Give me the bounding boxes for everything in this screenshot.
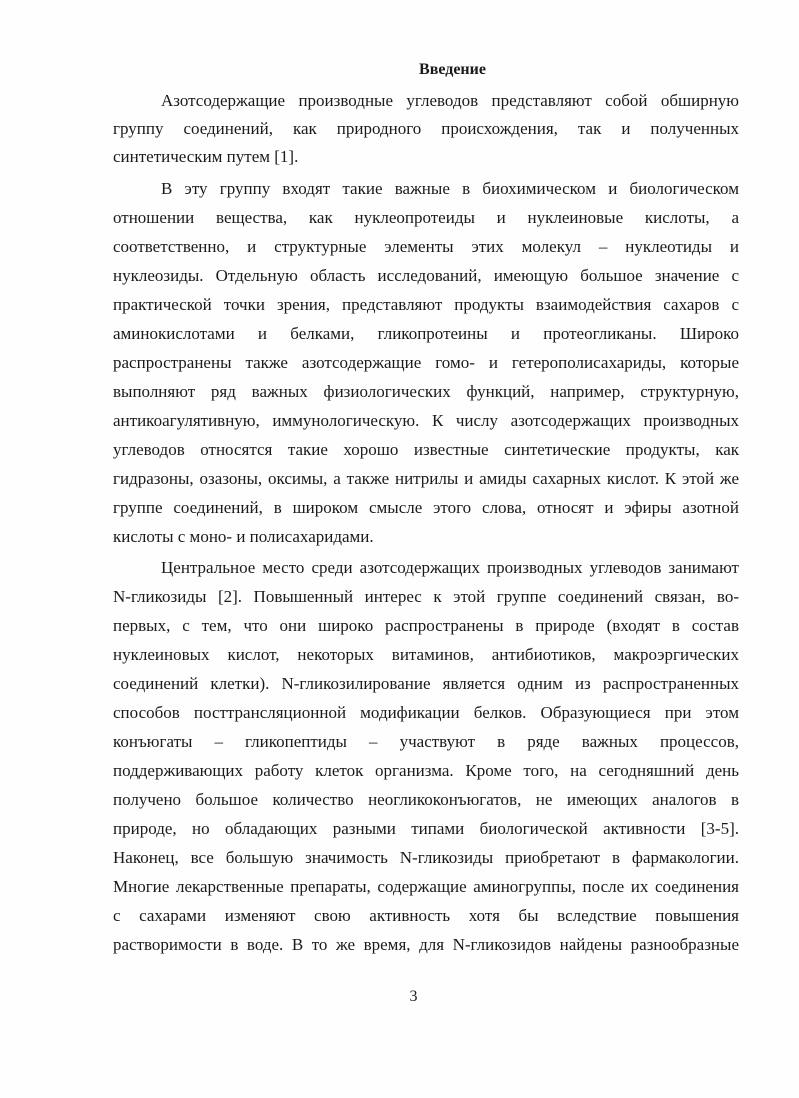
text-line: синтетическим путем [1]. xyxy=(113,147,299,166)
text-line: Наконец, все большую значимость N-гликозиды приобретают в фармакологии. xyxy=(113,848,739,867)
text-line: углеводов относятся такие хорошо известные синтетические продукты, как xyxy=(113,440,739,459)
text-line: распространены также азотсодержащие гомо- и гетерополисахариды, которые xyxy=(113,353,739,372)
text-line: отношении вещества, как нуклеопротеиды и нуклеиновые кислоты, а xyxy=(113,208,739,227)
section-heading: Введение xyxy=(419,61,486,78)
text-line: аминокислотами и белками, гликопротеины и протеогликаны. Широко xyxy=(113,324,739,343)
page-number: 3 xyxy=(409,988,418,1005)
text-line: группе соединений, в широком смысле этого слова, относят и эфиры азотной xyxy=(113,498,739,517)
text-line: Центральное место среди азотсодержащих производных углеводов занимают xyxy=(161,558,739,577)
text-line: выполняют ряд важных физиологических функций, например, структурную, xyxy=(113,382,739,401)
text-line: В эту группу входят такие важные в биохимическом и биологическом xyxy=(161,179,739,198)
text-line: антикоагулятивную, иммунологическую. К числу азотсодержащих производных xyxy=(113,411,739,430)
text-line: природе, но обладающих разными типами биологической активности [3-5]. xyxy=(113,819,739,838)
text-line: поддерживающих работу клеток организма. Кроме того, на сегодняшний день xyxy=(113,761,739,780)
text-line: Многие лекарственные препараты, содержащие аминогруппы, после их соединения xyxy=(113,877,739,896)
text-line: практической точки зрения, представляют продукты взаимодействия сахаров с xyxy=(113,295,739,314)
text-line: нуклеозиды. Отдельную область исследований, имеющую большое значение с xyxy=(113,266,739,285)
text-line: кислоты с моно- и полисахаридами. xyxy=(113,527,374,546)
text-line: растворимости в воде. В то же время, для N-гликозидов найдены разнообразные xyxy=(113,935,739,954)
text-line: конъюгаты – гликопептиды – участвуют в ряде важных процессов, xyxy=(113,732,739,751)
text-line: получено большое количество неогликоконъюгатов, не имеющих аналогов в xyxy=(113,790,739,809)
text-line: нуклеиновых кислот, некоторых витаминов, антибиотиков, макроэргических xyxy=(113,645,739,664)
text-line: первых, с тем, что они широко распространены в природе (входят в состав xyxy=(113,616,739,635)
text-line: соответственно, и структурные элементы этих молекул – нуклеотиды и xyxy=(113,237,739,256)
text-line: соединений клетки). N-гликозилирование является одним из распространенных xyxy=(113,674,739,693)
text-line: группу соединений, как природного происхождения, так и полученных xyxy=(113,119,739,138)
text-line: N-гликозиды [2]. Повышенный интерес к этой группе соединений связан, во- xyxy=(113,587,739,606)
text-line: способов посттрансляционной модификации белков. Образующиеся при этом xyxy=(113,703,739,722)
text-line: с сахарами изменяют свою активность хотя бы вследствие повышения xyxy=(113,906,739,925)
text-line: Азотсодержащие производные углеводов представляют собой обширную xyxy=(161,91,739,110)
text-line: гидразоны, озазоны, оксимы, а также нитрилы и амиды сахарных кислот. К этой же xyxy=(113,469,739,488)
